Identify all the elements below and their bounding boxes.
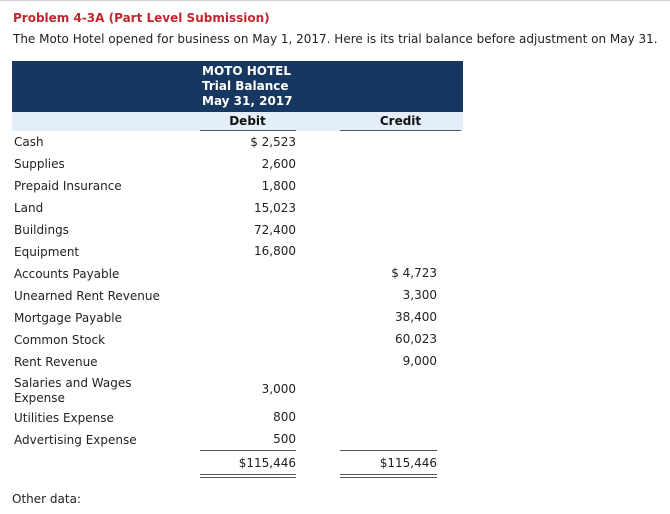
credit-amount: 3,300 (402, 288, 437, 302)
account-label: Utilities Expense (14, 411, 114, 425)
account-label: Equipment (14, 245, 80, 259)
account-label: Unearned Rent Revenue (14, 289, 160, 303)
account-label: Prepaid Insurance (14, 179, 122, 193)
trial-balance-header (12, 61, 463, 112)
debit-double-rule-2 (200, 477, 296, 478)
statement-date: May 31, 2017 (202, 94, 293, 108)
credit-amount: 38,400 (395, 310, 437, 324)
credit-amount: 60,023 (395, 332, 437, 346)
debit-amount: 800 (273, 410, 296, 424)
credit-double-rule-1 (340, 474, 437, 475)
debit-amount: 3,000 (261, 382, 296, 396)
debit-total-top-rule (200, 450, 296, 451)
company-name: MOTO HOTEL (202, 64, 291, 78)
account-label: Accounts Payable (14, 267, 120, 281)
debit-amount: 16,800 (254, 244, 296, 258)
credit-column-header: Credit (379, 114, 422, 128)
debit-amount: 500 (273, 432, 296, 446)
debit-header-underline (200, 130, 296, 131)
account-label: Land (14, 201, 44, 215)
account-label: Supplies (14, 157, 65, 171)
other-data-label: Other data: (12, 492, 81, 506)
debit-amount: $ 2,523 (250, 135, 296, 149)
debit-double-rule-1 (200, 474, 296, 475)
problem-intro: The Moto Hotel opened for business on May 1, 2017. Here is its trial balance before adjustment on May 31. (13, 32, 658, 46)
credit-double-rule-2 (340, 477, 437, 478)
account-label: Salaries and Wages Expense (14, 376, 132, 405)
credit-total: $115,446 (379, 456, 437, 470)
credit-amount: $ 4,723 (391, 266, 437, 280)
account-label: Rent Revenue (14, 355, 98, 369)
account-label: Common Stock (14, 333, 106, 347)
top-border (0, 0, 670, 1)
debit-column-header: Debit (229, 114, 266, 128)
debit-amount: 72,400 (254, 223, 296, 237)
account-label: Cash (14, 135, 44, 149)
debit-amount: 2,600 (261, 157, 296, 171)
debit-amount: 1,800 (261, 179, 296, 193)
credit-total-top-rule (340, 450, 437, 451)
credit-amount: 9,000 (402, 354, 437, 368)
debit-total: $115,446 (238, 456, 296, 470)
account-label: Mortgage Payable (14, 311, 122, 325)
credit-header-underline (340, 130, 461, 131)
debit-amount: 15,023 (254, 201, 296, 215)
account-label: Buildings (14, 223, 69, 237)
statement-name: Trial Balance (202, 79, 289, 93)
account-label: Advertising Expense (14, 433, 137, 447)
problem-title: Problem 4-3A (Part Level Submission) (13, 11, 270, 25)
